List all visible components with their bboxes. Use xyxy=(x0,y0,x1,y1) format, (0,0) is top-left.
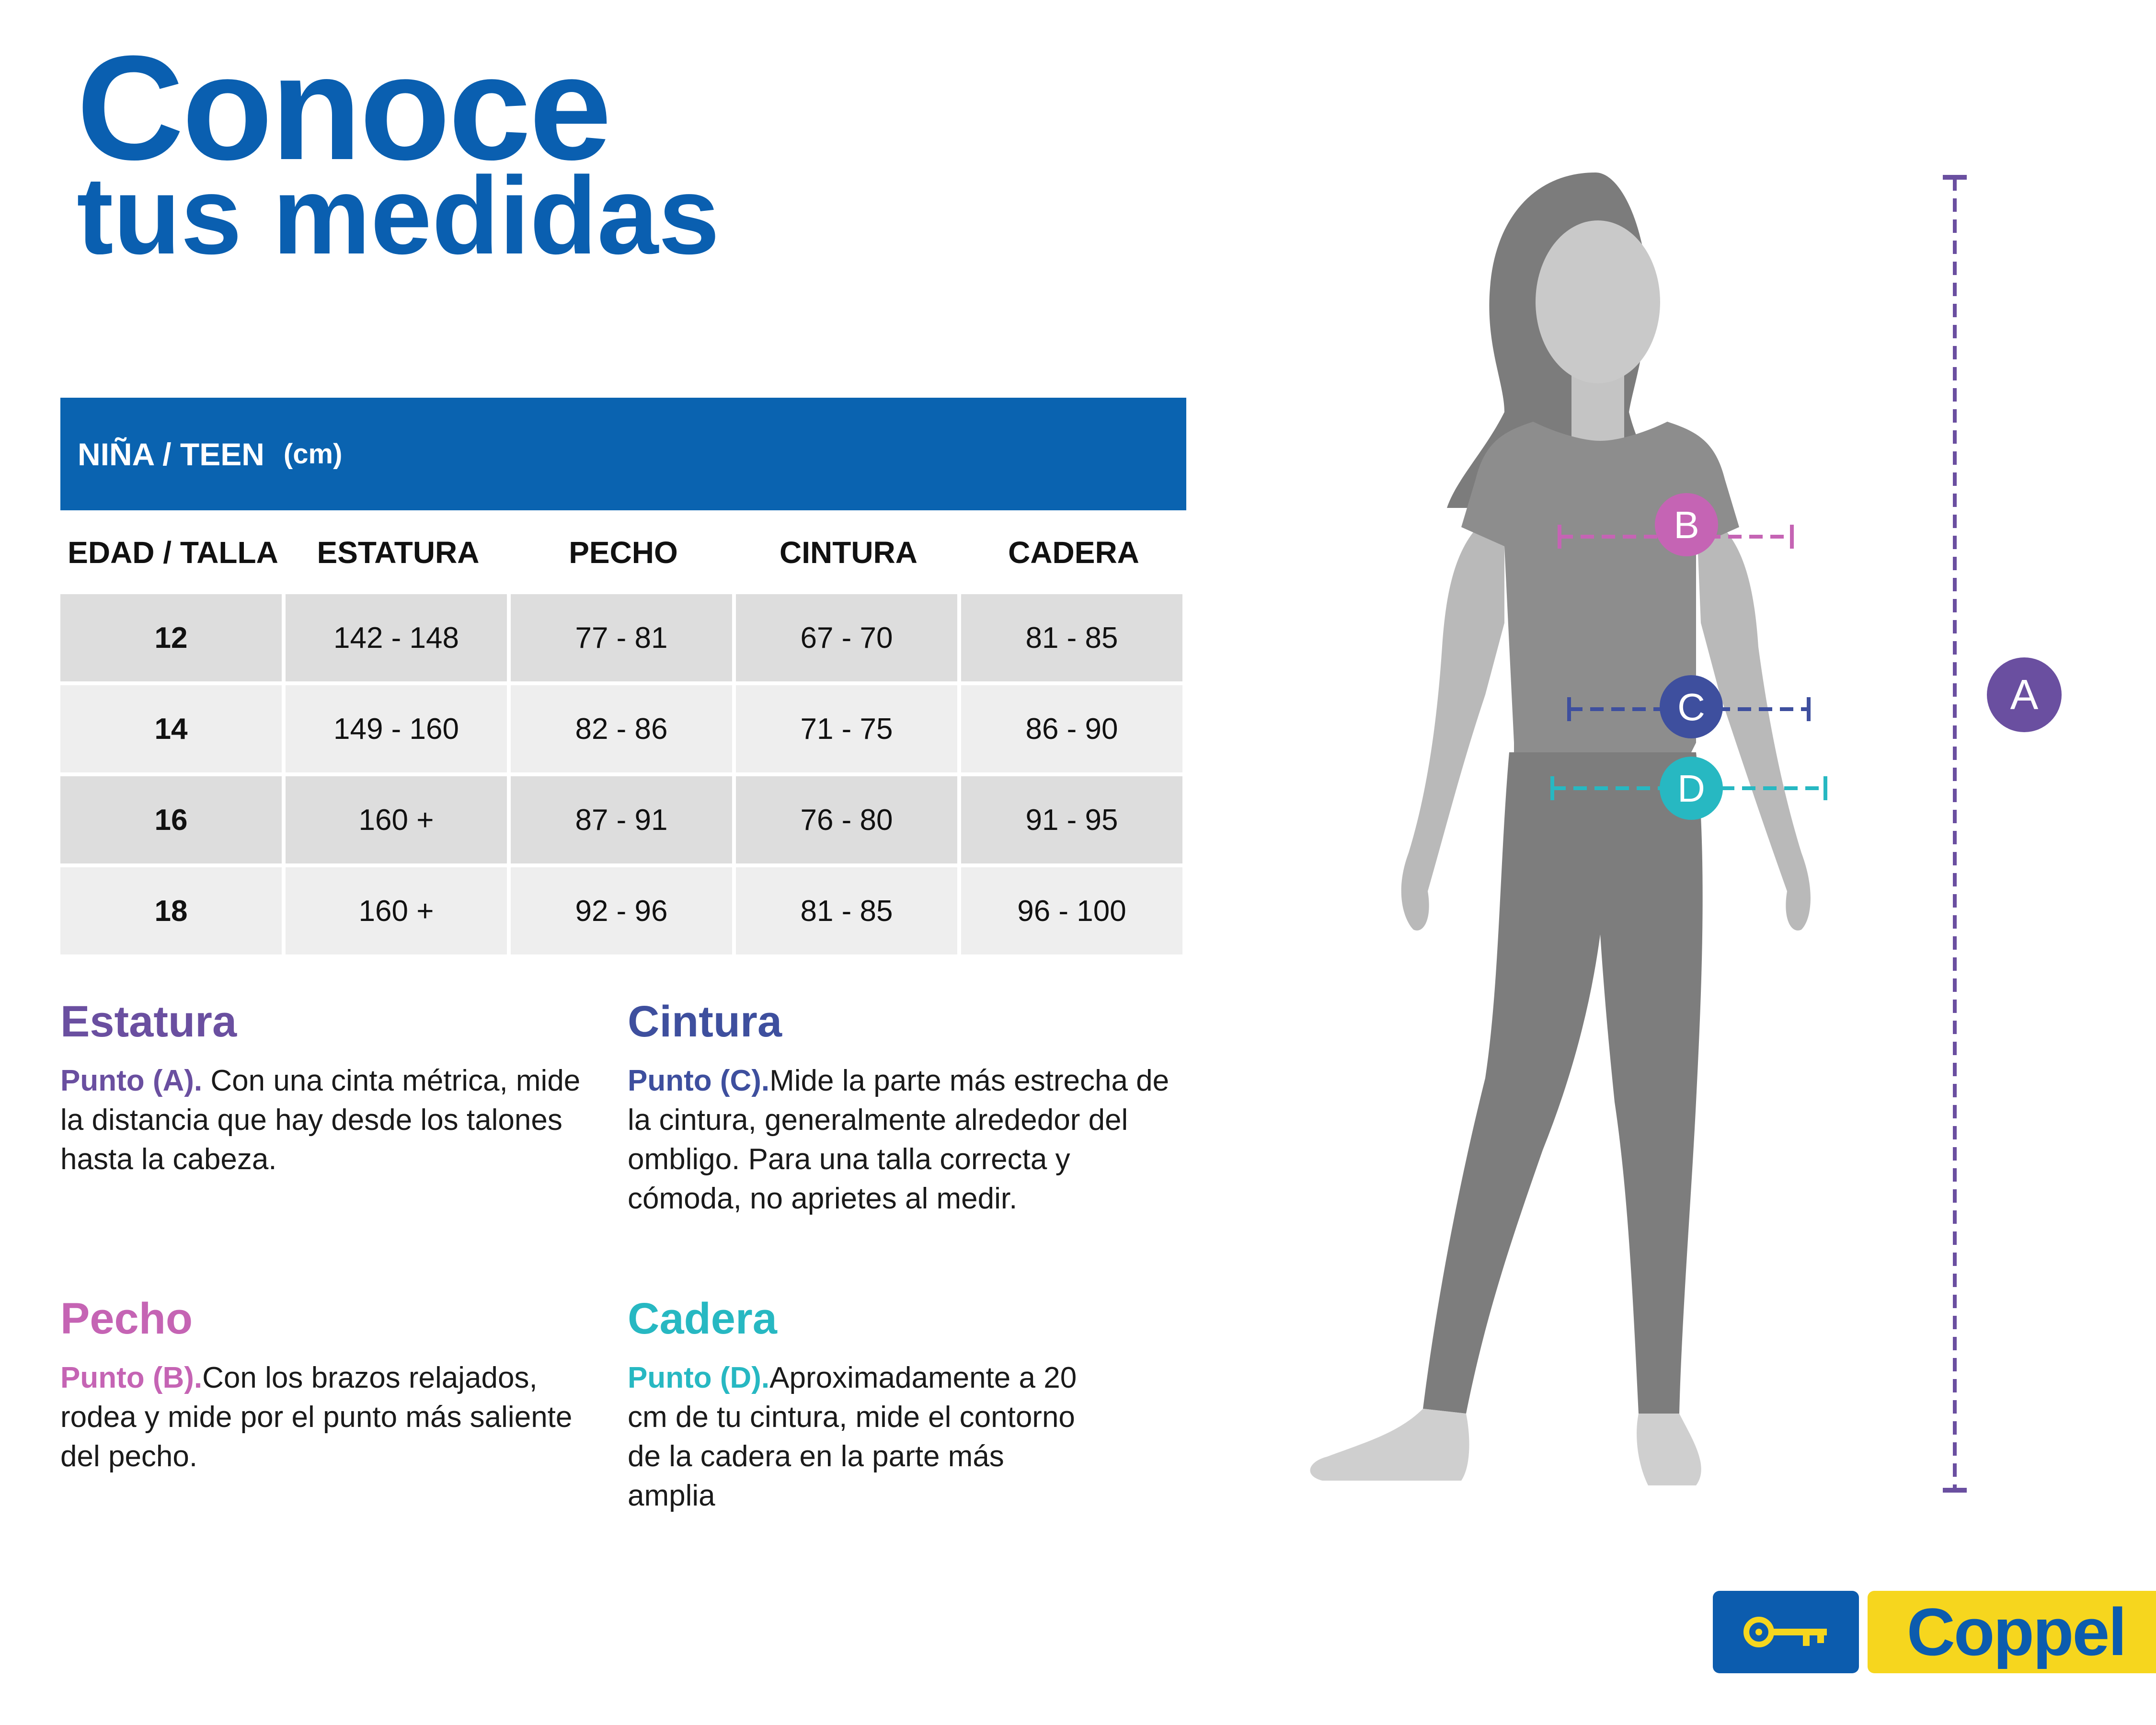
table-cell: 82 - 86 xyxy=(511,685,732,772)
section-title-cintura: Cintura xyxy=(628,997,782,1046)
table-row xyxy=(60,685,1186,772)
section-cintura xyxy=(628,997,1179,1219)
table-cell: 81 - 85 xyxy=(736,867,957,954)
section-body-cadera: Aproximadamente a 20 cm de tu cintura, mide el contorno de la cadera en la parte más amplia xyxy=(628,1361,1077,1512)
table-cell: 71 - 75 xyxy=(736,685,957,772)
section-pecho xyxy=(60,1294,611,1476)
point-label-c: Punto (C). xyxy=(628,1064,770,1097)
key-icon xyxy=(1713,1591,1859,1673)
section-title-cadera: Cadera xyxy=(628,1294,777,1343)
table-cell: 92 - 96 xyxy=(511,867,732,954)
table-cell: 77 - 81 xyxy=(511,594,732,681)
table-header-row xyxy=(60,510,1186,594)
table-cell: 76 - 80 xyxy=(736,776,957,863)
table-cell: 91 - 95 xyxy=(961,776,1182,863)
section-text-estatura xyxy=(60,1061,611,1179)
section-title-estatura: Estatura xyxy=(60,997,237,1046)
marker-d-label: D xyxy=(1677,767,1705,810)
body-figure-illustration xyxy=(1236,144,2099,1533)
header-cadera: CADERA xyxy=(1008,535,1139,570)
section-title-pecho: Pecho xyxy=(60,1294,193,1343)
section-body-pecho: Con los brazos relajados, rodea y mide por el punto más saliente del pecho. xyxy=(60,1361,573,1473)
marker-c-label: C xyxy=(1677,686,1705,728)
table-cell: 160 + xyxy=(286,867,507,954)
right-foot-shape xyxy=(1637,1414,1701,1485)
table-cell: 160 + xyxy=(286,776,507,863)
size-table xyxy=(60,398,1186,958)
page-title-line2: tus medidas xyxy=(77,154,720,277)
section-body-cintura: Mide la parte más estrecha de la cintura, generalmente alrededor del ombligo. Para una talla correcta y cómoda, no aprietes al medir. xyxy=(628,1064,1170,1215)
left-foot-shape xyxy=(1310,1409,1469,1481)
pants-shape xyxy=(1423,752,1703,1414)
section-body-estatura: Con una cinta métrica, mide la distancia que hay desde los talones hasta la cabeza. xyxy=(60,1064,581,1176)
marker-b-label: B xyxy=(1674,504,1699,546)
page-title-line1: Conoce xyxy=(77,24,610,191)
table-cell: 18 xyxy=(60,867,282,954)
section-text-pecho xyxy=(60,1358,611,1476)
table-cell: 16 xyxy=(60,776,282,863)
table-row xyxy=(60,867,1186,954)
table-row xyxy=(60,776,1186,863)
header-pecho: PECHO xyxy=(569,535,678,570)
table-cell: 87 - 91 xyxy=(511,776,732,863)
header-estatura: ESTATURA xyxy=(317,535,480,570)
point-label-b: Punto (B). xyxy=(60,1361,203,1394)
table-cell: 67 - 70 xyxy=(736,594,957,681)
table-cell: 81 - 85 xyxy=(961,594,1182,681)
table-cell: 96 - 100 xyxy=(961,867,1182,954)
section-text-cintura xyxy=(628,1061,1179,1219)
coppel-logo xyxy=(1713,1591,2156,1673)
logo-name: Coppel xyxy=(1868,1591,2156,1673)
section-cadera xyxy=(628,1294,1083,1516)
table-cell: 86 - 90 xyxy=(961,685,1182,772)
point-label-d: Punto (D). xyxy=(628,1361,770,1394)
left-arm-shape xyxy=(1401,508,1504,931)
header-cintura: CINTURA xyxy=(780,535,917,570)
marker-a-label: A xyxy=(2010,671,2039,718)
table-cell: 149 - 160 xyxy=(286,685,507,772)
table-cell: 12 xyxy=(60,594,282,681)
table-cell: 142 - 148 xyxy=(286,594,507,681)
section-text-cadera xyxy=(628,1358,1083,1516)
face-shape xyxy=(1536,220,1660,383)
point-label-a: Punto (A). xyxy=(60,1064,203,1097)
table-banner xyxy=(60,398,1186,510)
section-estatura xyxy=(60,997,611,1179)
table-cell: 14 xyxy=(60,685,282,772)
table-unit: (cm) xyxy=(283,438,343,470)
table-row xyxy=(60,594,1186,681)
table-title: NIÑA / TEEN xyxy=(78,436,264,472)
header-edad-talla: EDAD / TALLA xyxy=(68,535,278,570)
